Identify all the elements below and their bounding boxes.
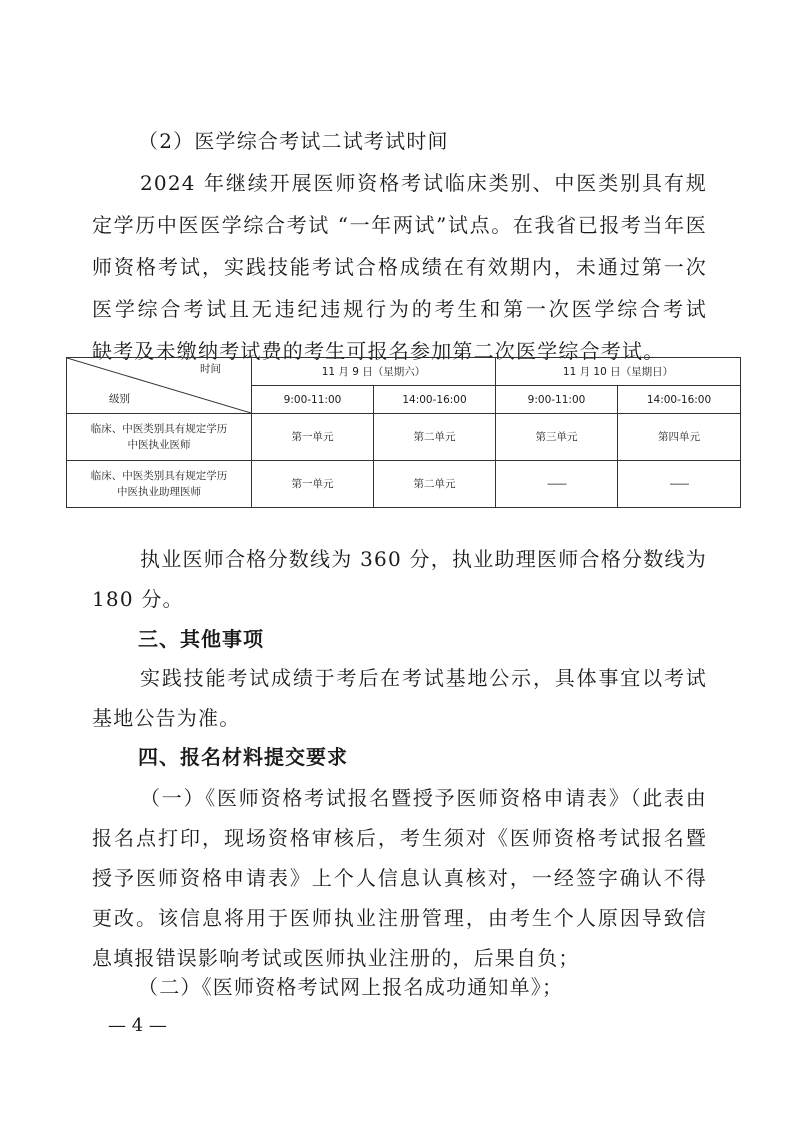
section2-para-line: 师资格考试，实践技能考试合格成绩在有效期内，未通过第一次 <box>92 255 707 279</box>
exam-schedule-table <box>66 357 741 508</box>
day2-header: 11 月 10 日（星期日） <box>496 358 741 386</box>
unit-cell: 第一单元 <box>252 461 374 508</box>
section3-para-line: 实践技能考试成绩于考后在考试基地公示，具体事宜以考试 <box>140 666 707 690</box>
pass-score-line: 180 分。 <box>92 587 184 611</box>
table-row <box>67 461 741 508</box>
section2-subheading: （2）医学综合考试二试考试时间 <box>138 129 449 153</box>
unit-cell: 第四单元 <box>618 414 741 461</box>
unit-cell: —— <box>496 461 618 508</box>
unit-cell: 第二单元 <box>374 414 496 461</box>
header-level-label: 级别 <box>109 393 130 405</box>
section3-para-line: 基地公告为准。 <box>92 706 241 730</box>
table-corner-header <box>67 358 252 414</box>
diagonal-line <box>67 358 251 413</box>
table-row <box>67 414 741 461</box>
unit-cell: 第一单元 <box>252 414 374 461</box>
header-time-label: 时间 <box>200 363 221 375</box>
section4-item2: （二）《医师资格考试网上报名成功通知单》； <box>138 975 564 999</box>
level-line: 临床、中医类别具有规定学历 <box>90 423 228 435</box>
time-slot: 14:00-16:00 <box>374 386 496 414</box>
pass-score-line: 执业医师合格分数线为 360 分，执业助理医师合格分数线为 <box>140 547 707 571</box>
day1-header: 11 月 9 日（星期六） <box>252 358 496 386</box>
level-cell <box>67 461 252 508</box>
section4-item1-line: 更改。该信息将用于医师执业注册管理，由考生个人原因导致信 <box>92 906 707 930</box>
unit-cell: —— <box>618 461 741 508</box>
unit-cell: 第二单元 <box>374 461 496 508</box>
section2-para-line: 医学综合考试且无违纪违规行为的考生和第一次医学综合考试 <box>92 297 707 321</box>
section4-item1-line: 息填报错误影响考试或医师执业注册的，后果自负； <box>92 946 580 970</box>
level-line: 中医执业助理医师 <box>117 486 201 498</box>
time-slot: 14:00-16:00 <box>618 386 741 414</box>
page-number: — 4 — <box>108 1015 167 1036</box>
level-cell <box>67 414 252 461</box>
section2-para-line: 缺考及未缴纳考试费的考生可报名参加第二次医学综合考试。 <box>92 339 665 363</box>
section4-item1-line: 报名点打印，现场资格审核后，考生须对《医师资格考试报名暨 <box>92 826 707 850</box>
unit-cell: 第三单元 <box>496 414 618 461</box>
section4-item1-line: 授予医师资格申请表》上个人信息认真核对，一经签字确认不得 <box>92 866 707 890</box>
time-slot: 9:00-11:00 <box>496 386 618 414</box>
section4-heading: 四、报名材料提交要求 <box>138 745 348 769</box>
section2-para-line: 定学历中医医学综合考试 “一年两试”试点。在我省已报考当年医 <box>92 213 707 237</box>
section4-item1-line: （一）《医师资格考试报名暨授予医师资格申请表》（此表由 <box>140 786 707 810</box>
time-slot: 9:00-11:00 <box>252 386 374 414</box>
level-line: 临床、中医类别具有规定学历 <box>90 470 228 482</box>
section3-heading: 三、其他事项 <box>138 627 264 651</box>
level-line: 中医执业医师 <box>127 439 191 451</box>
section2-para-line: 2024 年继续开展医师资格考试临床类别、中医类别具有规 <box>140 171 707 195</box>
